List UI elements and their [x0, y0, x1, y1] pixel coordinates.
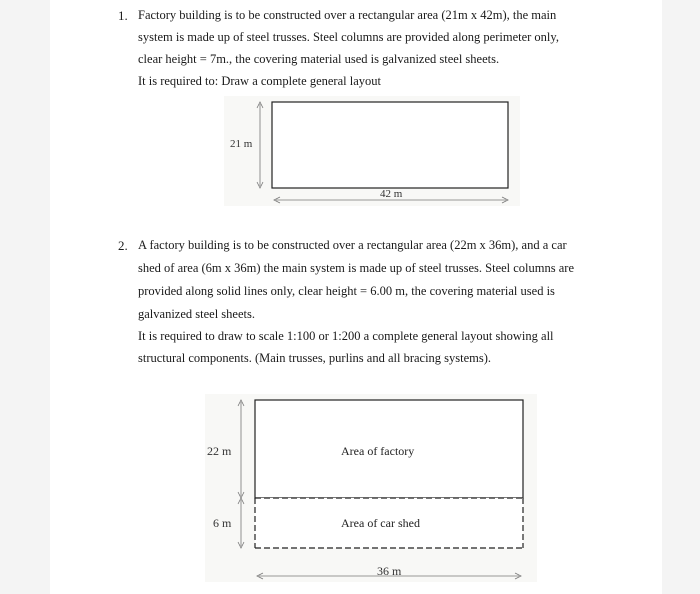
- factory-outline: [272, 102, 508, 188]
- q1-line-4: It is required to: Draw a complete general layout: [138, 74, 381, 88]
- q1-width-label: 42 m: [380, 188, 403, 200]
- q2-width-label: 36 m: [377, 564, 402, 578]
- q1-line-2: system is made up of steel trusses. Steel columns are provided along perimeter only,: [138, 30, 559, 44]
- q1-number: 1.: [118, 8, 128, 23]
- q1-line-3: clear height = 7m., the covering material used is galvanized steel sheets.: [138, 52, 500, 66]
- q1-line-1: Factory building is to be constructed over a rectangular area (21m x 42m), the main: [138, 8, 557, 22]
- q2-figure-drawing: [205, 394, 537, 582]
- factory-height-label: 22 m: [207, 444, 232, 458]
- q1-figure: [224, 96, 520, 206]
- q1-height-label: 21 m: [230, 138, 253, 150]
- shed-area-label: Area of car shed: [341, 516, 420, 530]
- q2-line-2: shed of area (6m x 36m) the main system is made up of steel trusses. Steel columns are: [138, 261, 575, 275]
- q1-figure-drawing: [224, 96, 520, 206]
- factory-area-label: Area of factory: [341, 444, 415, 458]
- q2-line-1: A factory building is to be constructed over a rectangular area (22m x 36m), and a car: [138, 238, 567, 252]
- q2-number: 2.: [118, 238, 128, 253]
- q2-line-5: It is required to draw to scale 1:100 or 1:200 a complete general layout showing all: [138, 329, 554, 343]
- shed-height-label: 6 m: [213, 516, 232, 530]
- q2-line-4: galvanized steel sheets.: [138, 307, 255, 321]
- q2-figure: [205, 394, 537, 582]
- document-page: [50, 0, 662, 594]
- q2-line-3: provided along solid lines only, clear height = 6.00 m, the covering material used is: [138, 284, 555, 298]
- q2-line-6: structural components. (Main trusses, purlins and all bracing systems).: [138, 351, 492, 365]
